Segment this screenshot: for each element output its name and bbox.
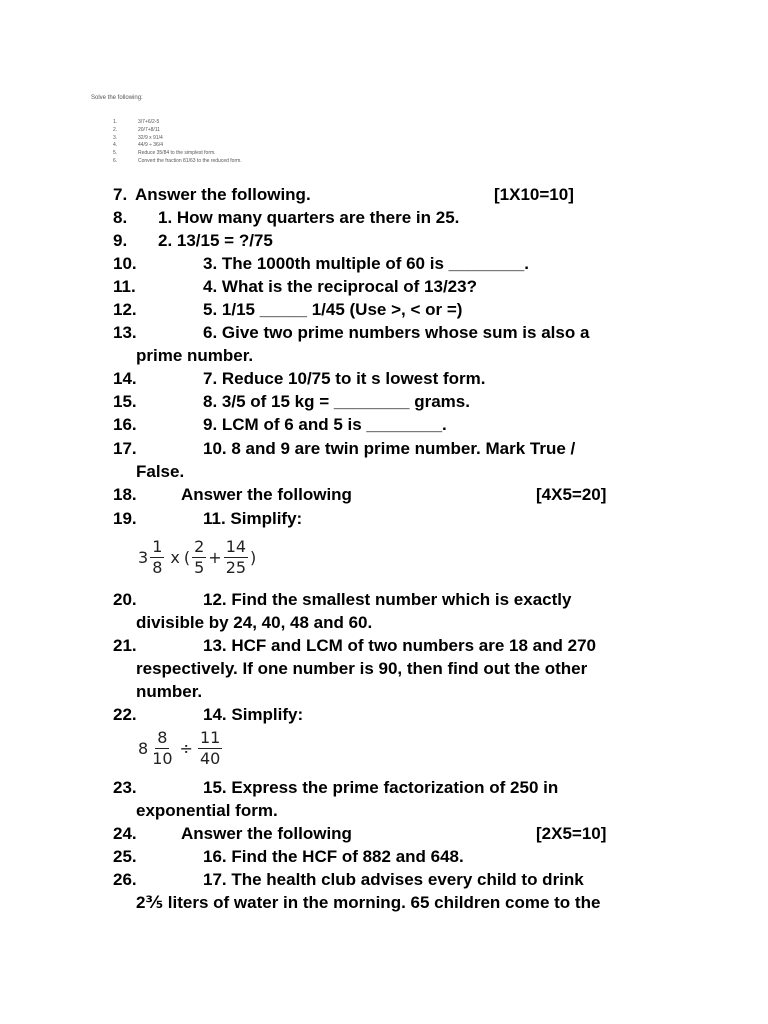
item-text: Convert the fraction 81/63 to the reduced form.: [138, 157, 242, 164]
fraction: $\frac{2}{5}$: [194, 537, 205, 577]
question-line: [113, 275, 708, 298]
question-line: [113, 868, 708, 891]
item-text: 20/7+8/11: [138, 126, 161, 133]
question-line: [113, 229, 708, 252]
line-number: 19.: [113, 509, 137, 528]
question-line: [113, 367, 708, 390]
line-number: 12.: [113, 300, 137, 319]
line-number: 8.: [113, 208, 128, 227]
question-text: 11. Simplify:: [203, 509, 303, 528]
line-number: 9.: [113, 231, 128, 250]
list-item: [113, 158, 242, 166]
question-text: 10. 8 and 9 are twin prime number. Mark True /: [203, 439, 576, 458]
fraction: $\frac{8}{10}$: [152, 728, 173, 768]
line-number: 13.: [113, 323, 137, 342]
line-number: 22.: [113, 705, 137, 724]
list-item: [113, 127, 242, 135]
question-line: [113, 776, 708, 799]
line-number: 18.: [113, 485, 137, 504]
question-text: 14. Simplify:: [203, 705, 304, 724]
line-number: 7.: [113, 185, 128, 204]
simplify-expression-1: [138, 537, 256, 578]
section-heading: [113, 483, 708, 506]
paren: (: [183, 548, 191, 567]
fraction: $\frac{14}{25}$: [225, 537, 247, 577]
heading-text: Answer the following: [181, 485, 352, 504]
operator: x: [170, 548, 180, 567]
line-number: 26.: [113, 870, 137, 889]
marks-label: [4X5=20]: [536, 485, 607, 504]
section-heading: [113, 822, 708, 845]
item-number: 4.: [113, 142, 118, 149]
line-number: 24.: [113, 824, 137, 843]
simplify-expression-2: [138, 728, 224, 769]
small-list: [113, 119, 242, 166]
list-item: [113, 142, 242, 150]
question-continuation: divisible by 24, 40, 48 and 60.: [136, 613, 373, 632]
line-number: 14.: [113, 369, 137, 388]
intro-text: Solve the following:: [91, 95, 143, 101]
question-line: [113, 845, 708, 868]
line-number: 15.: [113, 392, 137, 411]
item-number: 5.: [113, 150, 118, 157]
question-continuation: 2⅗ liters of water in the morning. 65 children come to the: [136, 893, 601, 912]
item-text: 32/9 x 91/4: [138, 134, 163, 141]
question-line: [113, 298, 708, 321]
question-continuation: respectively. If one number is 90, then find out the other: [136, 659, 588, 678]
question-continuation: prime number.: [136, 346, 254, 365]
question-text: 3. The 1000th multiple of 60 is ________.: [203, 254, 529, 273]
operator: ÷: [179, 739, 193, 758]
list-item: [113, 119, 242, 127]
question-line: [113, 507, 708, 530]
operator: +: [208, 548, 222, 567]
question-text: 4. What is the reciprocal of 13/23?: [203, 277, 477, 296]
question-continuation: exponential form.: [136, 801, 278, 820]
question-line: [113, 252, 708, 275]
question-text: 12. Find the smallest number which is exactly: [203, 590, 572, 609]
question-text: 8. 3/5 of 15 kg = ________ grams.: [203, 392, 470, 411]
question-text: 7. Reduce 10/75 to it s lowest form.: [203, 369, 486, 388]
section-heading: [113, 183, 708, 206]
heading-text: Answer the following: [181, 824, 352, 843]
list-item: [113, 150, 242, 158]
item-number: 3.: [113, 134, 118, 141]
item-text: 44/9 ÷ 36/4: [138, 142, 163, 149]
item-number: 6.: [113, 157, 118, 164]
question-text: 2. 13/15 = ?/75: [158, 231, 273, 250]
question-line: [113, 588, 708, 611]
line-number: 23.: [113, 778, 137, 797]
item-number: 2.: [113, 126, 118, 133]
list-item: [113, 135, 242, 143]
question-line: [113, 413, 708, 436]
question-continuation: number.: [136, 682, 203, 701]
marks-label: [2X5=10]: [536, 824, 607, 843]
question-line: [113, 703, 708, 726]
question-line: [113, 437, 708, 460]
line-number: 21.: [113, 636, 137, 655]
paren: ): [250, 548, 257, 567]
question-line: [113, 321, 708, 344]
line-number: 20.: [113, 590, 137, 609]
question-text: 13. HCF and LCM of two numbers are 18 and 270: [203, 636, 596, 655]
question-line: [113, 390, 708, 413]
whole-number: 8: [138, 739, 149, 758]
line-number: 11.: [113, 277, 136, 296]
question-text: 6. Give two prime numbers whose sum is also a: [203, 323, 590, 342]
line-number: 25.: [113, 847, 137, 866]
question-text: 17. The health club advises every child to drink: [203, 870, 584, 889]
question-line: [113, 634, 708, 657]
marks-label: [1X10=10]: [494, 185, 574, 204]
whole-number: 3: [138, 548, 149, 567]
item-number: 1.: [113, 119, 118, 125]
question-text: 9. LCM of 6 and 5 is ________.: [203, 415, 447, 434]
line-number: 17.: [113, 439, 137, 458]
question-line: [113, 206, 708, 229]
line-number: 16.: [113, 415, 137, 434]
line-number: 10.: [113, 254, 137, 273]
heading-text: Answer the following.: [135, 185, 311, 204]
question-text: 15. Express the prime factorization of 250 in: [203, 778, 559, 797]
fraction: $\frac{11}{40}$: [199, 728, 221, 768]
item-text: 3/7+6/2-5: [138, 119, 160, 125]
question-text: 5. 1/15 _____ 1/45 (Use >, < or =): [203, 300, 463, 319]
fraction: $\frac{1}{8}$: [152, 537, 163, 577]
item-text: Reduce 35/84 to the simplest form.: [138, 150, 216, 157]
question-continuation: False.: [136, 462, 185, 481]
question-text: 1. How many quarters are there in 25.: [158, 208, 460, 227]
question-text: 16. Find the HCF of 882 and 648.: [203, 847, 464, 866]
